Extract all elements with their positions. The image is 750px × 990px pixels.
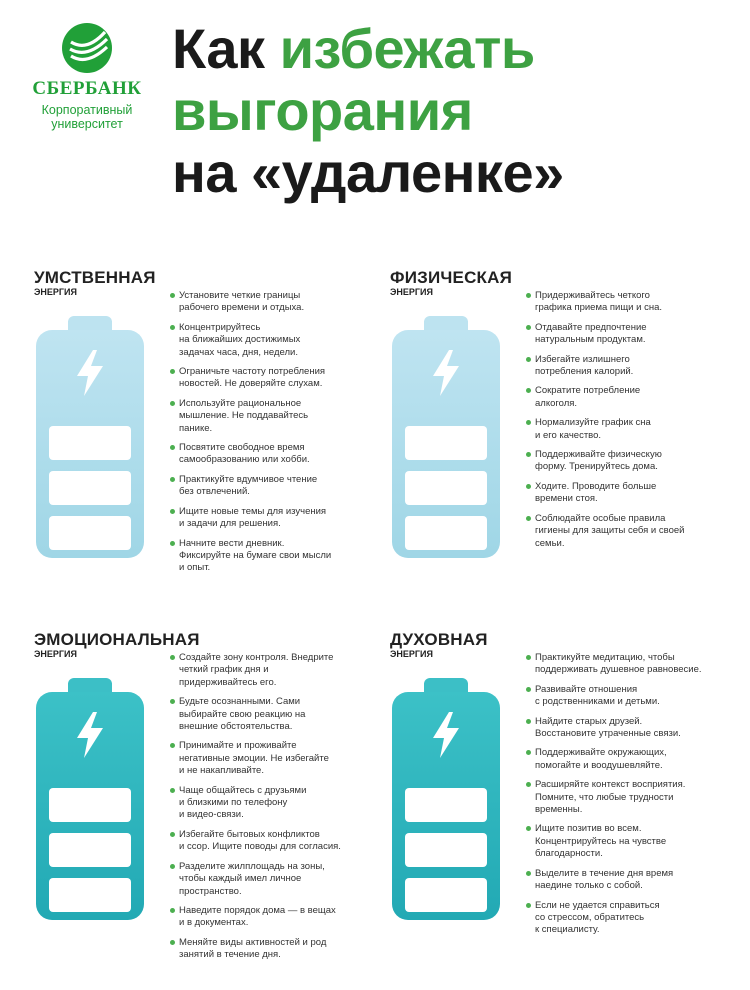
tip-line: времени стоя. bbox=[535, 493, 598, 505]
tip-line: панике. bbox=[179, 422, 213, 434]
tip-line: Соблюдайте особые правила bbox=[535, 512, 666, 524]
battery-icon bbox=[36, 316, 144, 560]
tip-item bbox=[170, 740, 388, 777]
tip-line: натуральным продуктам. bbox=[535, 334, 646, 346]
tip-line: Концентрируйтесь bbox=[179, 321, 261, 333]
tip-line: Используйте рациональное bbox=[179, 397, 302, 409]
bullet-icon bbox=[526, 826, 531, 831]
bullet-icon bbox=[170, 325, 175, 330]
tip-line: Если не удается справиться bbox=[535, 899, 660, 911]
bullet-icon bbox=[170, 699, 175, 704]
tip-item bbox=[170, 538, 388, 575]
battery-cell bbox=[49, 426, 131, 460]
tip-item bbox=[526, 868, 744, 893]
tip-line: со стрессом, обратитесь bbox=[535, 911, 645, 923]
tip-item bbox=[526, 779, 744, 816]
title-part4: на «удаленке» bbox=[172, 141, 564, 204]
tip-line: алкоголя. bbox=[535, 397, 578, 409]
tip-line: Концентрируйтесь на чувстве bbox=[535, 835, 667, 847]
tip-line: помогайте и воодушевляйте. bbox=[535, 759, 663, 771]
tip-line: рабочего времени и отдыха. bbox=[179, 302, 305, 314]
bullet-icon bbox=[526, 420, 531, 425]
tip-line: Ходите. Проводите больше bbox=[535, 480, 657, 492]
tip-line: Чаще общайтесь с друзьями bbox=[179, 784, 307, 796]
bullet-icon bbox=[526, 293, 531, 298]
tip-line: Нормализуйте график сна bbox=[535, 417, 651, 429]
tip-line: с родственниками и детьми. bbox=[535, 696, 660, 708]
tip-line: самообразованию или хобби. bbox=[179, 454, 310, 466]
tip-item bbox=[170, 366, 388, 391]
tip-item bbox=[170, 442, 388, 467]
tip-line: и в документах. bbox=[179, 917, 249, 929]
tip-line: Развивайте отношения bbox=[535, 683, 638, 695]
tip-item bbox=[526, 513, 744, 550]
tip-line: без отвлечений. bbox=[179, 486, 250, 498]
tip-line: поддерживать душевное равновесие. bbox=[535, 664, 702, 676]
tip-line: Разделите жилплощадь на зоны, bbox=[179, 860, 325, 872]
logo-name: СБЕРБАНК bbox=[32, 78, 142, 99]
tip-line: Избегайте бытовых конфликтов bbox=[179, 828, 320, 840]
section-subtitle: ЭНЕРГИЯ bbox=[390, 649, 433, 659]
section-subtitle: ЭНЕРГИЯ bbox=[34, 649, 77, 659]
section-title: ДУХОВНАЯ bbox=[390, 630, 488, 649]
logo-subtitle-line1: Корпоративный bbox=[41, 103, 133, 117]
tip-line: Придерживайтесь четкого bbox=[535, 290, 650, 301]
battery-cell bbox=[405, 516, 487, 550]
tip-line: Расширяйте контекст восприятия. bbox=[535, 779, 686, 791]
bullet-icon bbox=[526, 903, 531, 908]
bullet-icon bbox=[170, 864, 175, 869]
tip-line: Ищите позитив во всем. bbox=[535, 823, 642, 835]
tip-item bbox=[170, 652, 388, 689]
tip-line: Фиксируйте на бумаге свои мысли bbox=[179, 549, 332, 561]
bullet-icon bbox=[526, 357, 531, 362]
tip-item bbox=[526, 900, 744, 937]
battery-cell bbox=[49, 833, 131, 867]
tip-line: на ближайших достижимых bbox=[179, 334, 301, 346]
battery-icon bbox=[36, 678, 144, 922]
tip-item bbox=[170, 829, 388, 854]
tip-line: негативные эмоции. Не избегайте bbox=[179, 752, 329, 764]
tip-line: Установите четкие границы bbox=[179, 290, 301, 301]
tip-line: графика приема пищи и сна. bbox=[535, 302, 662, 314]
battery-cell bbox=[405, 471, 487, 505]
tip-item bbox=[526, 449, 744, 474]
lightning-icon bbox=[73, 712, 107, 758]
bullet-icon bbox=[526, 484, 531, 489]
tip-line: пространство. bbox=[179, 885, 242, 897]
battery-cell bbox=[49, 878, 131, 912]
tip-line: Практикуйте медитацию, чтобы bbox=[535, 652, 675, 663]
title-part2: избежать bbox=[279, 17, 535, 80]
bullet-icon bbox=[526, 452, 531, 457]
bullet-icon bbox=[526, 750, 531, 755]
tip-item bbox=[526, 481, 744, 506]
tip-line: Начните вести дневник. bbox=[179, 537, 285, 549]
tip-line: семьи. bbox=[535, 537, 565, 549]
tip-line: Наведите порядок дома — в вещах bbox=[179, 904, 336, 916]
section-subtitle: ЭНЕРГИЯ bbox=[390, 287, 433, 297]
tip-line: потребления калорий. bbox=[535, 366, 634, 378]
tip-line: Ограничьте частоту потребления bbox=[179, 366, 326, 378]
bullet-icon bbox=[526, 687, 531, 692]
battery-icon bbox=[392, 678, 500, 922]
bullet-icon bbox=[170, 369, 175, 374]
tip-line: придерживайтесь его. bbox=[179, 676, 277, 688]
battery-cell bbox=[405, 833, 487, 867]
page-title bbox=[172, 18, 564, 204]
tip-line: наедине только с собой. bbox=[535, 880, 643, 892]
bullet-icon bbox=[170, 541, 175, 546]
tip-item bbox=[170, 474, 388, 499]
logo-subtitle-line2: университет bbox=[51, 117, 123, 131]
section-title: ЭМОЦИОНАЛЬНАЯ bbox=[34, 630, 200, 649]
tip-line: Поддерживайте окружающих, bbox=[535, 747, 667, 759]
bullet-icon bbox=[526, 516, 531, 521]
battery-cell bbox=[49, 516, 131, 550]
tip-line: задачах часа, дня, недели. bbox=[179, 346, 298, 358]
tip-line: Будьте осознанными. Сами bbox=[179, 696, 301, 708]
tip-line: новостей. Не доверяйте слухам. bbox=[179, 378, 323, 390]
bullet-icon bbox=[526, 325, 531, 330]
tip-line: Помните, что любые трудности bbox=[535, 791, 674, 803]
tip-line: и опыт. bbox=[179, 562, 211, 574]
tip-item bbox=[526, 823, 744, 860]
tip-line: четкий график дня и bbox=[179, 664, 269, 676]
tip-item bbox=[526, 716, 744, 741]
tips-list bbox=[526, 652, 744, 944]
tips-list bbox=[170, 290, 388, 582]
tip-line: Принимайте и проживайте bbox=[179, 740, 297, 752]
tip-item bbox=[170, 937, 388, 962]
bullet-icon bbox=[170, 293, 175, 298]
section-1 bbox=[34, 268, 394, 628]
tip-item bbox=[170, 398, 388, 435]
tip-line: мышление. Не поддавайтесь bbox=[179, 410, 309, 422]
tip-item bbox=[526, 290, 744, 315]
tip-item bbox=[526, 354, 744, 379]
lightning-icon bbox=[429, 350, 463, 396]
tip-line: Практикуйте вдумчивое чтение bbox=[179, 473, 318, 485]
tip-line: занятий в течение дня. bbox=[179, 949, 281, 961]
tip-line: благодарности. bbox=[535, 848, 603, 860]
tip-line: гигиены для защиты себя и своей bbox=[535, 525, 685, 537]
tip-item bbox=[526, 652, 744, 677]
bullet-icon bbox=[170, 940, 175, 945]
tip-line: форму. Тренируйтесь дома. bbox=[535, 461, 658, 473]
battery-cell bbox=[405, 878, 487, 912]
bullet-icon bbox=[526, 719, 531, 724]
battery-cell bbox=[49, 788, 131, 822]
lightning-icon bbox=[73, 350, 107, 396]
tip-line: и не накапливайте. bbox=[179, 765, 264, 777]
tips-list bbox=[526, 290, 744, 557]
tip-line: и ссор. Ищите поводы для согласия. bbox=[179, 841, 341, 853]
section-2 bbox=[390, 268, 750, 628]
tip-item bbox=[170, 696, 388, 733]
bullet-icon bbox=[526, 388, 531, 393]
tip-line: Восстановите утраченные связи. bbox=[535, 728, 681, 740]
section-4 bbox=[390, 630, 750, 990]
logo-subtitle bbox=[22, 103, 152, 131]
tip-line: Посвятите свободное время bbox=[179, 442, 305, 454]
tip-line: выбирайте свою реакцию на bbox=[179, 708, 306, 720]
tip-line: и близкими по телефону bbox=[179, 797, 288, 809]
tip-line: и его качество. bbox=[535, 429, 602, 441]
tip-item bbox=[170, 322, 388, 359]
tip-item bbox=[170, 905, 388, 930]
tip-line: внешние обстоятельства. bbox=[179, 721, 293, 733]
tip-item bbox=[170, 785, 388, 822]
tip-line: и задачи для решения. bbox=[179, 518, 281, 530]
tip-item bbox=[526, 747, 744, 772]
tip-line: к специалисту. bbox=[535, 924, 600, 936]
bullet-icon bbox=[170, 509, 175, 514]
bullet-icon bbox=[526, 871, 531, 876]
sberbank-logo-icon bbox=[61, 22, 113, 74]
tip-line: Сократите потребление bbox=[535, 385, 641, 397]
bullet-icon bbox=[526, 655, 531, 660]
bullet-icon bbox=[170, 743, 175, 748]
tips-list bbox=[170, 652, 388, 969]
tip-item bbox=[526, 385, 744, 410]
section-title: УМСТВЕННАЯ bbox=[34, 268, 156, 287]
tip-item bbox=[170, 861, 388, 898]
tip-item bbox=[170, 290, 388, 315]
tip-line: Выделите в течение дня время bbox=[535, 867, 674, 879]
title-part1: Как bbox=[172, 17, 280, 80]
bullet-icon bbox=[170, 445, 175, 450]
bullet-icon bbox=[170, 832, 175, 837]
tip-line: Создайте зону контроля. Внедрите bbox=[179, 652, 334, 663]
tip-line: Ищите новые темы для изучения bbox=[179, 505, 327, 517]
battery-cell bbox=[405, 788, 487, 822]
battery-icon bbox=[392, 316, 500, 560]
bullet-icon bbox=[170, 477, 175, 482]
bullet-icon bbox=[170, 401, 175, 406]
tip-line: Найдите старых друзей. bbox=[535, 715, 643, 727]
section-3 bbox=[34, 630, 394, 990]
tip-item bbox=[526, 684, 744, 709]
bullet-icon bbox=[170, 655, 175, 660]
section-title: ФИЗИЧЕСКАЯ bbox=[390, 268, 513, 287]
tip-line: и видео-связи. bbox=[179, 809, 244, 821]
bullet-icon bbox=[526, 782, 531, 787]
tip-item bbox=[526, 417, 744, 442]
logo bbox=[22, 22, 152, 131]
tip-line: Избегайте излишнего bbox=[535, 353, 630, 365]
tip-item bbox=[526, 322, 744, 347]
tip-line: Поддерживайте физическую bbox=[535, 449, 662, 461]
tip-line: чтобы каждый имел личное bbox=[179, 873, 302, 885]
tip-line: Меняйте виды активностей и род bbox=[179, 936, 327, 948]
tip-item bbox=[170, 506, 388, 531]
section-subtitle: ЭНЕРГИЯ bbox=[34, 287, 77, 297]
bullet-icon bbox=[170, 788, 175, 793]
lightning-icon bbox=[429, 712, 463, 758]
tip-line: временны. bbox=[535, 804, 583, 816]
battery-cell bbox=[405, 426, 487, 460]
title-part3: выгорания bbox=[172, 79, 473, 142]
battery-cell bbox=[49, 471, 131, 505]
bullet-icon bbox=[170, 908, 175, 913]
tip-line: Отдавайте предпочтение bbox=[535, 321, 647, 333]
